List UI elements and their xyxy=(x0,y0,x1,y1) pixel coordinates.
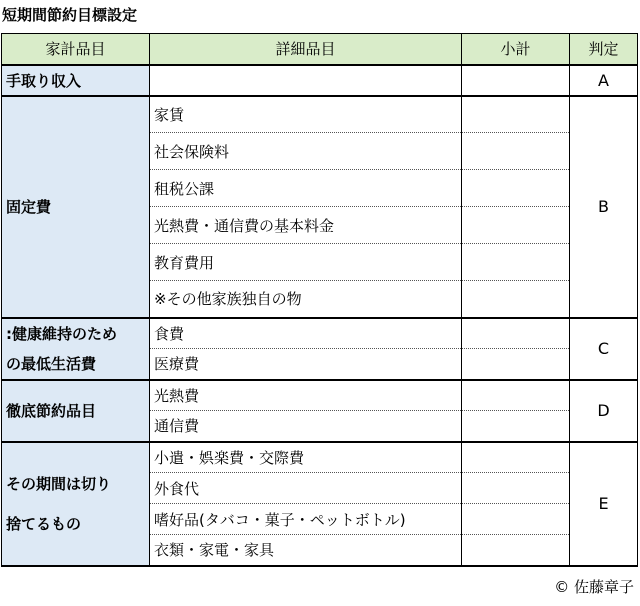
table-row xyxy=(2,442,638,473)
subtotal-cell[interactable] xyxy=(462,535,570,566)
subtotal-cell[interactable] xyxy=(462,380,570,411)
subtotal-cell[interactable] xyxy=(462,504,570,535)
page-title: 短期間節約目標設定 xyxy=(2,6,138,24)
category-line: 捨てるもの xyxy=(6,514,82,533)
header-row xyxy=(2,34,638,65)
copyright-text: © 佐藤章子 xyxy=(554,578,634,596)
detail-cell: 家賃 xyxy=(150,96,462,133)
table-row xyxy=(2,96,638,133)
judge-b: B xyxy=(570,96,638,318)
subtotal-cell[interactable] xyxy=(462,170,570,207)
subtotal-cell[interactable] xyxy=(462,133,570,170)
detail-cell: 衣類・家電・家具 xyxy=(150,535,462,566)
category-line: その期間は切り xyxy=(6,474,112,493)
detail-cell: 外食代 xyxy=(150,473,462,504)
subtotal-cell[interactable] xyxy=(462,281,570,318)
detail-cell: 社会保険料 xyxy=(150,133,462,170)
detail-cell: 食費 xyxy=(150,318,462,349)
header-detail: 詳細品目 xyxy=(150,34,462,65)
header-category: 家計品目 xyxy=(2,34,150,65)
detail-cell: ※その他家族独自の物 xyxy=(150,281,462,318)
detail-cell: 小遣・娯楽費・交際費 xyxy=(150,442,462,473)
category-thorough-saving: 徹底節約品目 xyxy=(2,380,150,442)
category-fixed-cost: 固定費 xyxy=(2,96,150,318)
subtotal-cell[interactable] xyxy=(462,65,570,96)
subtotal-cell[interactable] xyxy=(462,349,570,380)
judge-e: E xyxy=(570,442,638,566)
category-income: 手取り収入 xyxy=(2,65,150,96)
detail-cell: 租税公課 xyxy=(150,170,462,207)
subtotal-cell[interactable] xyxy=(462,411,570,442)
detail-cell: 光熱費 xyxy=(150,380,462,411)
header-subtotal: 小計 xyxy=(462,34,570,65)
detail-cell: 光熱費・通信費の基本料金 xyxy=(150,207,462,244)
subtotal-cell[interactable] xyxy=(462,442,570,473)
subtotal-cell[interactable] xyxy=(462,96,570,133)
detail-cell: 通信費 xyxy=(150,411,462,442)
subtotal-cell[interactable] xyxy=(462,318,570,349)
table-row xyxy=(2,318,638,349)
category-cut-off xyxy=(2,442,150,566)
detail-cell xyxy=(150,65,462,96)
judge-a: A xyxy=(570,65,638,96)
subtotal-cell[interactable] xyxy=(462,473,570,504)
subtotal-cell[interactable] xyxy=(462,244,570,281)
detail-cell: 嗜好品(タバコ・菓子・ペットボトル) xyxy=(150,504,462,535)
header-judge: 判定 xyxy=(570,34,638,65)
budget-table xyxy=(1,33,638,567)
table-row xyxy=(2,380,638,411)
judge-d: D xyxy=(570,380,638,442)
detail-cell: 教育費用 xyxy=(150,244,462,281)
judge-c: C xyxy=(570,318,638,380)
category-minimum-living xyxy=(2,318,150,380)
category-line: :健康維持のため xyxy=(6,324,117,343)
table-row xyxy=(2,65,638,96)
category-line: の最低生活費 xyxy=(6,354,97,373)
detail-cell: 医療費 xyxy=(150,349,462,380)
subtotal-cell[interactable] xyxy=(462,207,570,244)
